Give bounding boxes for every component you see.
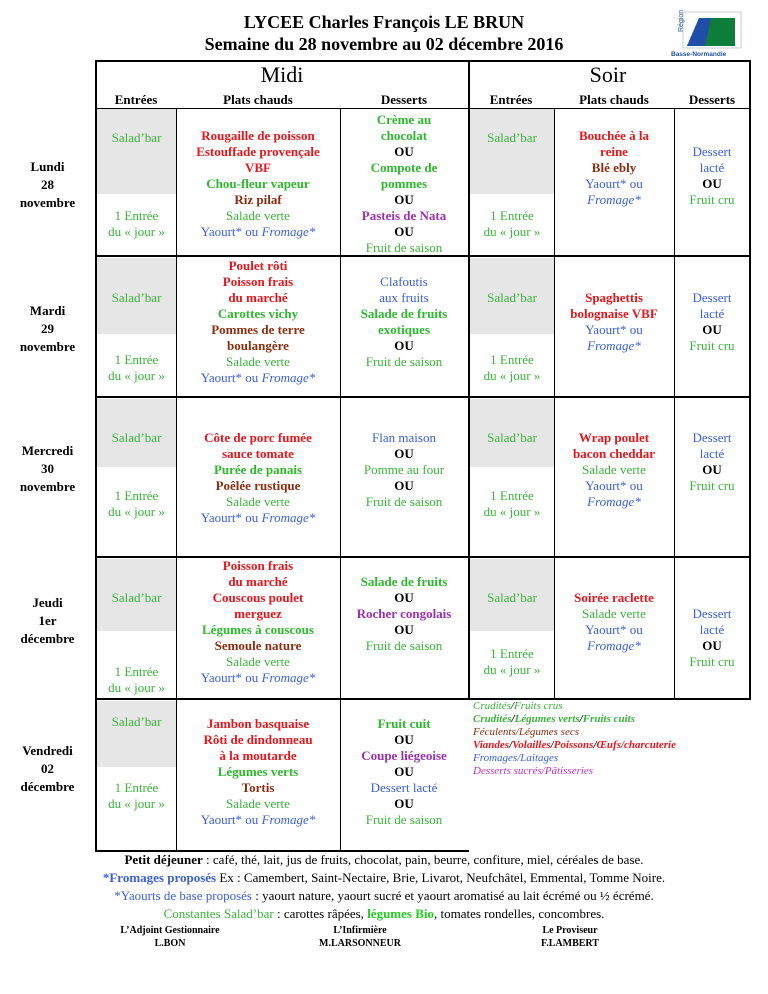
day-label-lundi: Lundi 28 novembre [19,159,76,210]
signature-proviseur: Le Proviseur F.LAMBERT [541,925,599,949]
plats-midi-lundi: Rougaille de poisson Estouffade provençale VBF Chou-fleur vapeur Riz pilaf Salade verte Yaourt* ou Fromage* [196,128,320,239]
saladbar-soir: Salad’bar [487,590,537,605]
col-entrees-midi: Entrées [114,92,158,107]
entree-du-jour: 1 Entrée du « jour » [108,208,165,239]
plats-midi-mardi: Poulet rôti Poisson frais du marché Carottes vichy Pommes de terre boulangère Salade verte Yaourt* ou Fromage* [200,258,316,385]
entree-du-jour: 1 Entrée du « jour » [108,488,165,519]
saladbar-soir: Salad’bar [487,130,537,145]
entree-du-jour-soir: 1 Entrée du « jour » [483,352,541,383]
entree-du-jour-soir: 1 Entrée du « jour » [483,646,541,677]
signature-infirmiere: L’Infirmière M.LARSONNEUR [319,925,401,949]
entree-du-jour: 1 Entrée du « jour » [108,780,165,811]
entree-du-jour: 1 Entrée du « jour » [108,352,165,383]
day-label-vendredi: Vendredi 02 décembre [20,743,75,794]
plats-soir-lundi: Bouchée à la reine Blé ebly Yaourt* ou Fromage* [578,128,650,207]
desserts-soir-lundi: Dessert lacté OU Fruit cru [689,144,735,207]
footer-constantes: Constantes Salad’bar : carottes râpées, légumes Bio, tomates rondelles, concombres. [163,906,605,921]
entree-du-jour-soir: 1 Entrée du « jour » [483,488,541,519]
desserts-midi-vendredi: Fruit cuit OU Coupe liégeoise OU Dessert lacté OU Fruit de saison [361,716,447,827]
color-legend: Crudités/Fruits crus Crudités/Légumes verts/Fruits cuits Féculents/Légumes secs Viandes/Volailles/Poissons/Œufs/charcuterie Fromages/Laitages Desserts sucrés/Pâtisseries [473,700,676,777]
week-title: Semaine du 28 novembre au 02 décembre 2016 [204,34,564,54]
logo-text: Basse-Normandie [671,51,727,58]
plats-soir-jeudi: Soirée raclette Salade verte Yaourt* ou Fromage* [574,590,654,653]
grid-line [95,108,751,109]
saladbar: Salad’bar [111,590,162,605]
desserts-midi-mardi: Clafoutis aux fruits Salade de fruits exotiques OU Fruit de saison [360,274,448,369]
entree-du-jour-soir: 1 Entrée du « jour » [483,208,541,239]
midi-header: Midi [260,62,304,87]
school-title: LYCEE Charles François LE BRUN [243,12,525,32]
plats-soir-mercredi: Wrap poulet bacon cheddar Salade verte Yaourt* ou Fromage* [573,430,655,509]
plats-midi-vendredi: Jambon basquaise Rôti de dindonneau à la moutarde Légumes verts Tortis Salade verte Yaourt* ou Fromage* [200,716,316,827]
desserts-soir-mercredi: Dessert lacté OU Fruit cru [689,430,735,493]
col-plats-midi: Plats chauds [223,92,293,107]
day-label-mardi: Mardi 29 novembre [19,303,76,354]
desserts-midi-jeudi: Salade de fruits OU Rocher congolais OU Fruit de saison [356,574,452,653]
footer-fromages: *Fromages proposés Ex : Camembert, Saint-Nectaire, Brie, Livarot, Neufchâtel, Emmental, Tomme Noire. [102,870,666,885]
saladbar: Salad’bar [111,130,162,145]
col-plats-soir: Plats chauds [579,92,649,107]
plats-midi-mercredi: Côte de porc fumée sauce tomate Purée de panais Poêlée rustique Salade verte Yaourt* ou Fromage* [200,430,316,525]
saladbar-bg [470,109,554,194]
saladbar-bg [97,701,176,767]
plats-soir-mardi: Spaghettis bolognaise VBF Yaourt* ou Fromage* [570,290,658,353]
entree-du-jour: 1 Entrée du « jour » [108,664,165,695]
signature-adjoint: L’Adjoint Gestionnaire L.BON [120,925,220,949]
day-label-jeudi: Jeudi 1er décembre [20,595,75,646]
grid-line [95,60,751,62]
region-logo [665,10,745,60]
grid-line [95,396,751,398]
footer-petit-dejeuner: Petit déjeuner : café, thé, lait, jus de fruits, chocolat, pain, beurre, confiture, miel, céréales de base. [124,852,644,867]
footer-yaourts: *Yaourts de base proposés : yaourt nature, yaourt sucré et yaourt aromatisé au lait écrémé ou ½ écrémé. [114,888,654,903]
col-desserts-soir: Desserts [688,92,736,107]
col-entrees-soir: Entrées [489,92,533,107]
saladbar-soir: Salad’bar [487,290,537,305]
desserts-midi-lundi: Crème au chocolat OU Compote de pommes OU Pasteis de Nata OU Fruit de saison [361,112,447,255]
day-label-mercredi: Mercredi 30 novembre [19,443,76,494]
soir-header: Soir [589,62,627,87]
desserts-midi-mercredi: Flan maison OU Pomme au four OU Fruit de saison [363,430,445,509]
col-desserts-midi: Desserts [380,92,428,107]
plats-midi-jeudi: Poisson frais du marché Couscous poulet merguez Légumes à couscous Semoule nature Salade verte Yaourt* ou Fromage* [200,558,316,685]
saladbar-bg [97,109,176,194]
logo-side-text: Région [678,10,685,32]
saladbar-soir: Salad’bar [487,430,537,445]
desserts-soir-jeudi: Dessert lacté OU Fruit cru [689,606,735,669]
saladbar: Salad’bar [111,430,162,445]
desserts-soir-mardi: Dessert lacté OU Fruit cru [689,290,735,353]
saladbar: Salad’bar [111,714,162,729]
saladbar: Salad’bar [111,290,162,305]
